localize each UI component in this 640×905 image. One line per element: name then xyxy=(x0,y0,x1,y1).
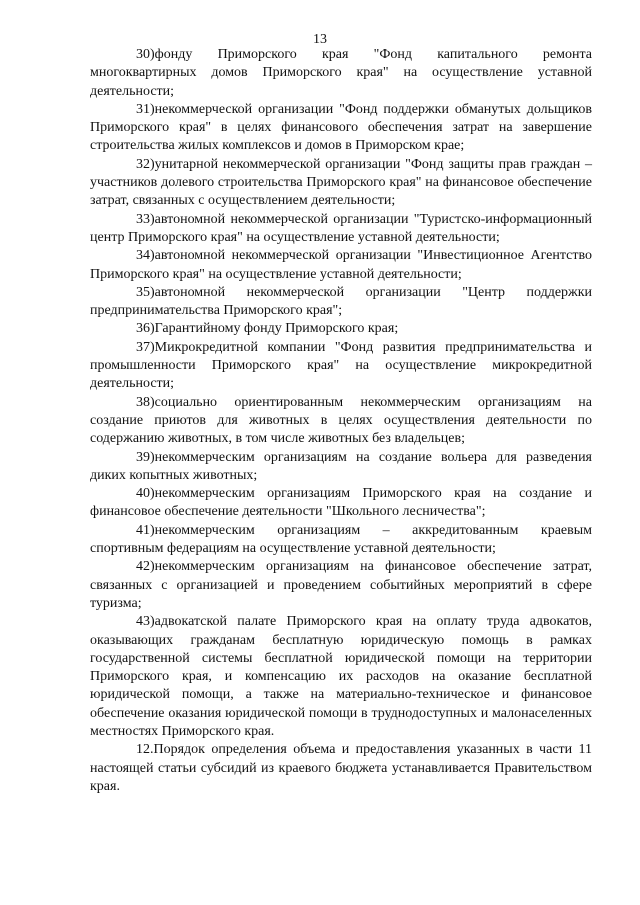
paragraph-43: 43)адвокатской палате Приморского края на оплату труда адвокатов, оказывающих гражданам бесплатную юридическую помощь в рамках государственной системы бесплатной юридической помощи на территории Приморского края, и компенсацию их расходов на оказание бесплатной юридической помощи, а также на материально-техническое и финансовое обеспечение оказания юридической помощи в труднодоступных и малонаселенных местностях Приморского края. xyxy=(90,614,592,739)
paragraph-36: 36)Гарантийному фонду Приморского края; xyxy=(136,321,399,337)
paragraph-42: 42)некоммерческим организациям на финансовое обеспечение затрат, связанных с организацией и проведением событийных мероприятий в сфере туризма; xyxy=(90,559,592,611)
paragraph-32: 32)унитарной некоммерческой организации "Фонд защиты прав граждан – участников долевого строительства Приморского края" на финансовое обеспечение затрат, связанных с осуществлением деятельности; xyxy=(90,156,592,209)
paragraph-31: 31)некоммерческой организации "Фонд поддержки обманутых дольщиков Приморского края" в целях финансового обеспечения затрат на завершение строительства жилых комплексов и домов в Приморском крае; xyxy=(90,101,592,154)
paragraph-38: 38)социально ориентированным некоммерческим организациям на создание приютов для животных в целях осуществления деятельности по содержанию животных, в том числе животных без владельцев; xyxy=(90,394,592,447)
paragraph-37: 37)Микрокредитной компании "Фонд развития предпринимательства и промышленности Приморского края" на осуществление микрокредитной деятельности; xyxy=(90,339,592,392)
paragraph-34: 34)автономной некоммерческой организации "Инвестиционное Агентство Приморского края" на осуществление уставной деятельности; xyxy=(90,248,592,282)
paragraph-12: 12.Порядок определения объема и предоставления указанных в части 11 настоящей статьи субсидий из краевого бюджета устанавливается Правительством края. xyxy=(90,742,592,794)
document-body xyxy=(90,46,592,796)
paragraph-39: 39)некоммерческим организациям на создание вольера для разведения диких копытных животных; xyxy=(90,449,592,483)
paragraph-33: 33)автономной некоммерческой организации "Туристско-информационный центр Приморского края" на осуществление уставной деятельности; xyxy=(90,211,592,245)
paragraph-35: 35)автономной некоммерческой организации "Центр поддержки предпринимательства Приморского края"; xyxy=(90,284,592,319)
paragraph-41: 41)некоммерческим организациям – аккредитованным краевым спортивным федерациям на осуществление уставной деятельности; xyxy=(90,522,592,557)
paragraph-40: 40)некоммерческим организациям Приморского края на создание и финансовое обеспечение деятельности "Школьного лесничества"; xyxy=(90,486,592,520)
paragraph-30: 30)фонду Приморского края "Фонд капитального ремонта многоквартирных домов Приморского края" на осуществление уставной деятельности; xyxy=(90,47,592,99)
page-number: 13 xyxy=(313,32,327,47)
